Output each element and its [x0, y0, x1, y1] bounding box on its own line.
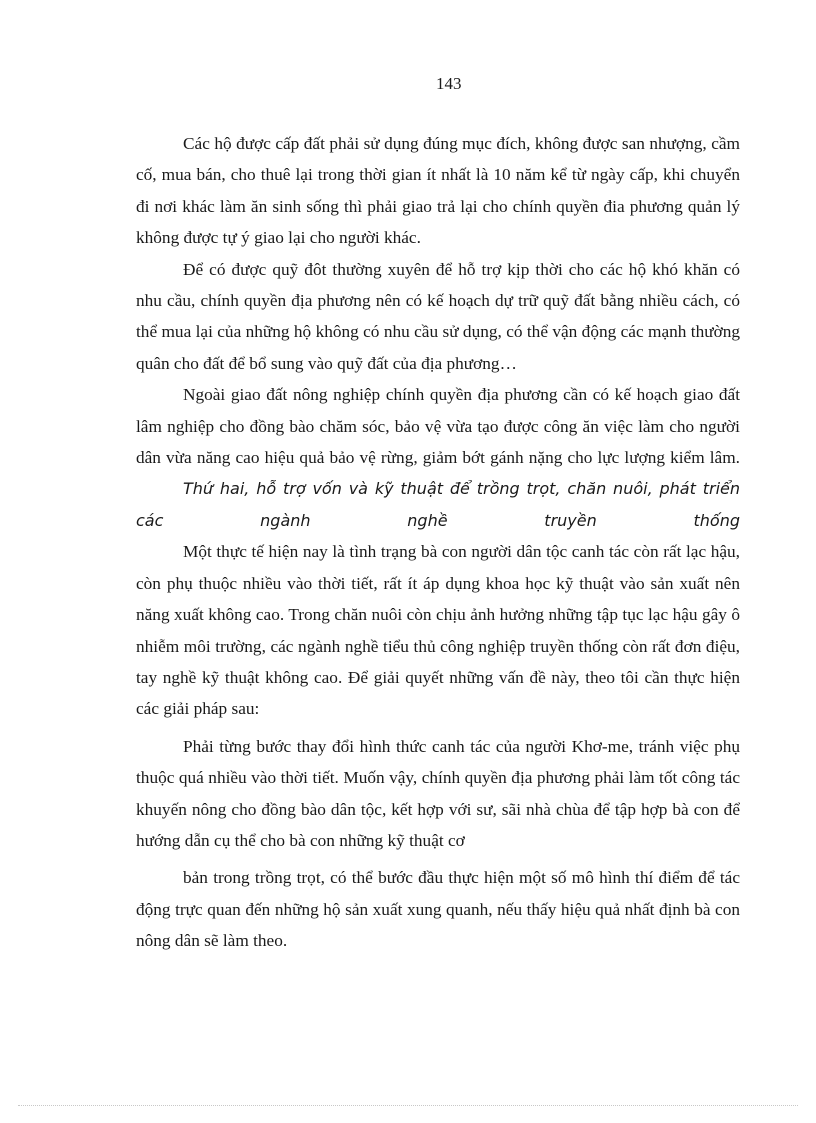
paragraph-farming-methods: Phải từng bước thay đổi hình thức canh tác của người Khơ-me, tránh việc phụ thuộc quá nhiều vào thời tiết. Muốn vậy, chính quyền địa phương phải làm tốt công tác khuyến nông cho đồng bào dân tộc, kết hợp với sư, sãi nhà chùa để tập hợp bà con để hướng dẫn cụ thể cho bà con những kỹ thuật cơ — [136, 736, 740, 850]
paragraph-land-use-rules: Các hộ được cấp đất phải sử dụng đúng mục đích, không được san nhượng, cầm cố, mua bán, cho thuê lại trong thời gian ít nhất là 10 năm kể từ ngày cấp, khi chuyển đi nơi khác làm ăn sinh sống thì phải giao trả lại cho chính quyền đia phương quản lý không được tự ý giao lại cho người khác. — [136, 134, 740, 248]
page-number: 143 — [436, 74, 462, 93]
section-heading-second-measure: Thứ hai, hỗ trợ vốn và kỹ thuật để trồng trọt, chăn nuôi, phát triển các ngành nghề truyền thống — [136, 479, 740, 530]
paragraph-pilot-models: bản trong trồng trọt, có thể bước đầu thực hiện một số mô hình thí điểm để tác động trực quan đến những hộ sản xuất xung quanh, nếu thấy hiệu quả nhất định bà con nông dân sẽ làm theo. — [136, 868, 740, 951]
paragraph-forest-land: Ngoài giao đất nông nghiệp chính quyền địa phương cần có kế hoạch giao đất lâm nghiệp cho đồng bào chăm sóc, bảo vệ vừa tạo được công ăn việc làm cho người dân vừa năng cao hiệu quả bảo vệ rừng, giảm bớt gánh nặng cho lực lượng kiểm lâm. — [136, 385, 740, 468]
document-body — [136, 128, 740, 957]
paragraph-land-reserve: Để có được quỹ đôt thường xuyên để hỗ trợ kịp thời cho các hộ khó khăn có nhu cầu, chính quyền địa phương nên có kế hoạch dự trữ quỹ đất bằng nhiều cách, có thể mua lại của những hộ không có nhu cầu sử dụng, có thể vận động các mạnh thường quân cho đất để bổ sung vào quỹ đất của địa phương… — [136, 259, 740, 373]
page-bottom-divider — [18, 1105, 798, 1106]
paragraph-current-situation: Một thực tế hiện nay là tình trạng bà con người dân tộc canh tác còn rất lạc hậu, còn phụ thuộc nhiều vào thời tiết, rất ít áp dụng khoa học kỹ thuật vào sản xuất nên năng xuất không cao. Trong chăn nuôi còn chịu ảnh hưởng những tập tục lạc hậu gây ô nhiễm môi trường, các ngành nghề tiểu thủ công nghiệp truyền thống còn rất đơn điệu, tay nghề kỹ thuật không cao. Để giải quyết những vấn đề này, theo tôi cần thực hiện các giải pháp sau: — [136, 542, 740, 719]
